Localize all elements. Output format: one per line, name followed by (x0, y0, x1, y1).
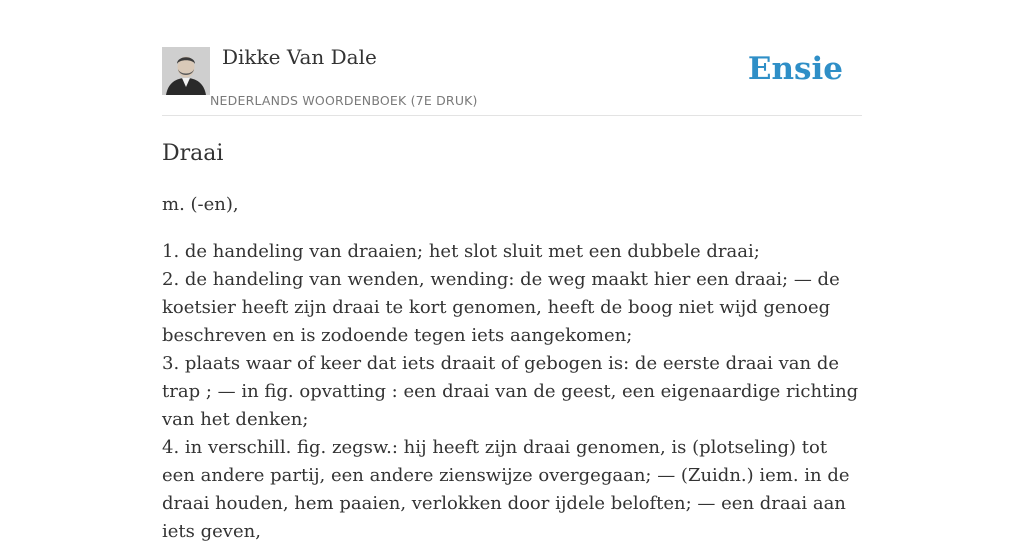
author-name[interactable]: Dikke Van Dale (222, 45, 377, 69)
author-avatar[interactable] (162, 47, 210, 95)
dictionary-subtitle[interactable]: NEDERLANDS WOORDENBOEK (7E DRUK) (210, 93, 478, 108)
definition-item: 2. de handeling van wenden, wending: de weg maakt hier een draai; — de koetsier heeft zijn draai te kort genomen, heeft de boog niet wijd genoeg beschreven en is zodoende tegen iets aangekomen; (162, 269, 840, 346)
entry-content (162, 136, 862, 546)
portrait-image (162, 47, 210, 95)
header (162, 0, 862, 116)
entry-grammar: m. (-en), (162, 194, 239, 215)
definition-list (162, 238, 862, 546)
definition-item: 4. in verschill. fig. zegsw.: hij heeft zijn draai genomen, is (plotseling) tot een andere partij, een andere zienswijze overgegaan; — (Zuidn.) iem. in de draai houden, hem paaien, verlokken door ijdele beloften; — een draai aan iets geven, (162, 437, 850, 542)
entry-word: Draai (162, 141, 224, 166)
definition-item: 3. plaats waar of keer dat iets draait of gebogen is: de eerste draai van de trap ; — in fig. opvatting : een draai van de geest, een eigenaardige richting van het denken; (162, 353, 859, 430)
definition-item: 1. de handeling van draaien; het slot sluit met een dubbele draai; (162, 241, 760, 262)
ensie-logo-link[interactable]: Ensie (747, 51, 843, 87)
